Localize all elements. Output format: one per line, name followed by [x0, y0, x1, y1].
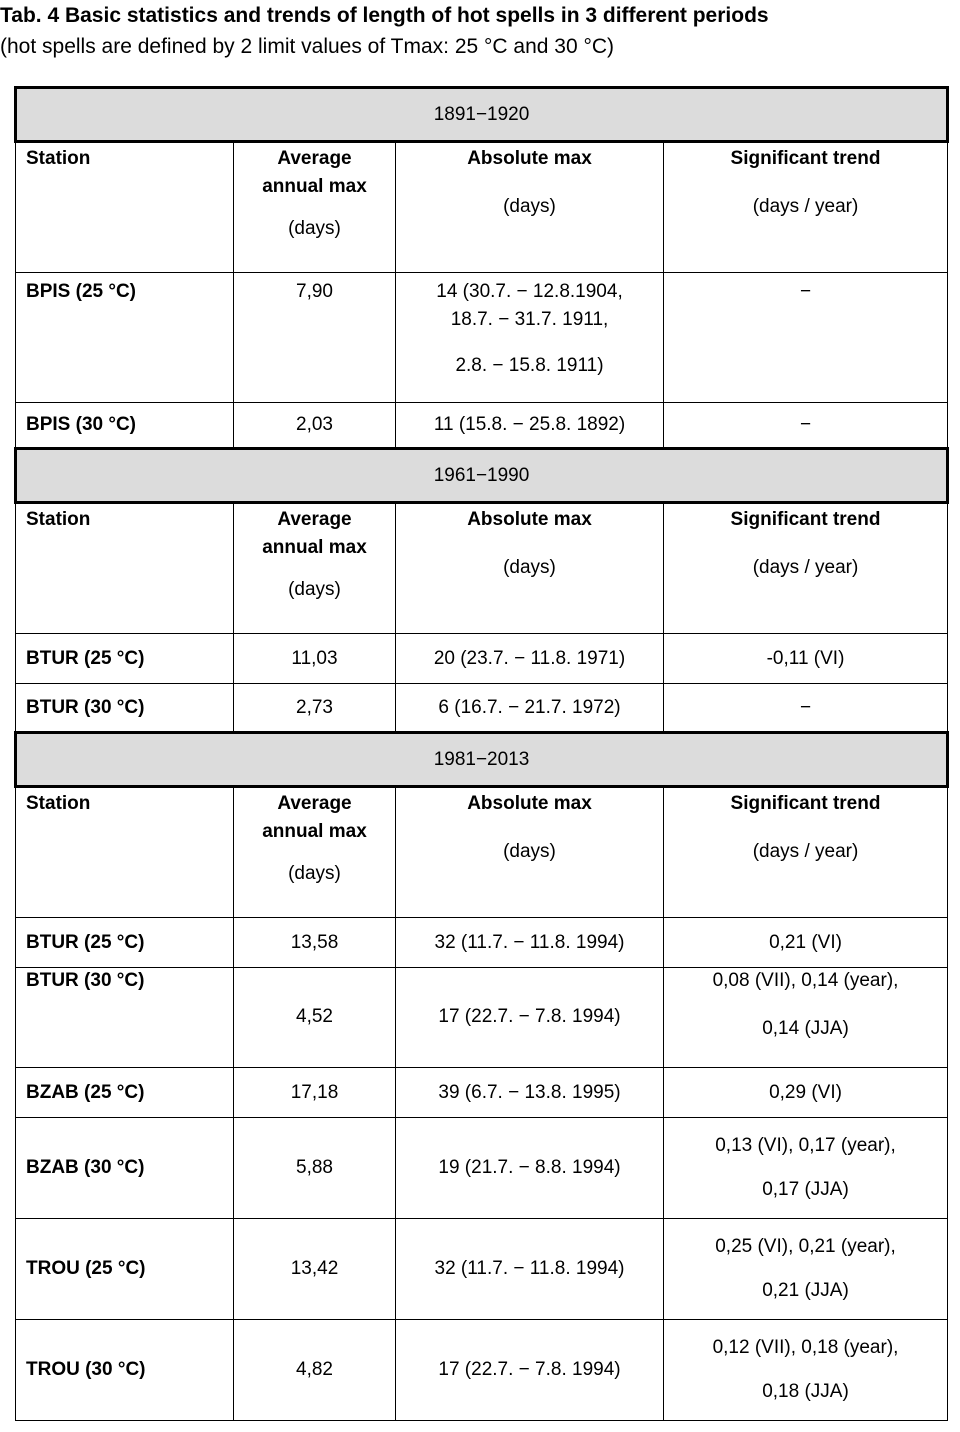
trend-value: −	[799, 414, 812, 435]
header-station-label: Station	[26, 148, 91, 169]
absolute-max-value: 17 (22.7. − 7.8. 1994)	[438, 1359, 621, 1380]
header-absolute-label: Absolute max	[467, 148, 592, 169]
absolute-max-value: 39 (6.7. − 13.8. 1995)	[438, 1081, 621, 1103]
absolute-max-value: 19 (21.7. − 8.8. 1994)	[438, 1157, 621, 1178]
average-max-value: 4,82	[296, 1359, 333, 1380]
average-max-value: 13,42	[290, 1258, 339, 1279]
caption-subtitle: (hot spells are defined by 2 limit values of Tmax: 25 °C and 30 °C)	[0, 35, 615, 58]
average-max-cell	[234, 918, 396, 968]
average-max-cell	[234, 684, 396, 733]
table-row	[16, 1118, 948, 1219]
absolute-max-value: 11 (15.8. − 25.8. 1892)	[433, 414, 626, 435]
station-cell	[16, 403, 234, 449]
station-label: BPIS (25 °C)	[26, 281, 137, 302]
table-row	[16, 1320, 948, 1421]
absolute-max-cell	[396, 634, 664, 684]
station-label: BTUR (30 °C)	[26, 970, 145, 991]
period-label: 1981−2013	[16, 733, 948, 787]
header-average-unit: (days)	[288, 863, 341, 884]
header-absolute-label: Absolute max	[467, 509, 592, 530]
average-max-value: 11,03	[291, 647, 338, 669]
header-absolute-unit: (days)	[503, 196, 556, 217]
header-trend-label: Significant trend	[730, 148, 881, 169]
trend-cell	[664, 1068, 948, 1118]
period-label: 1891−1920	[16, 88, 948, 142]
trend-cell	[664, 273, 948, 403]
trend-cell	[664, 918, 948, 968]
station-label: BPIS (30 °C)	[26, 414, 137, 435]
station-label: TROU (25 °C)	[26, 1258, 146, 1279]
trend-cell	[664, 1320, 948, 1421]
header-absolute	[396, 787, 664, 918]
absolute-max-cell	[396, 918, 664, 968]
hot-spells-table	[14, 86, 949, 1421]
table-row	[16, 918, 948, 968]
station-cell	[16, 1068, 234, 1118]
station-cell	[16, 684, 234, 733]
absolute-max-value: 20 (23.7. − 11.8. 1971)	[433, 647, 626, 669]
trend-value: 0,12 (VII), 0,18 (year),	[712, 1337, 899, 1358]
trend-value: 0,18 (JJA)	[762, 1381, 849, 1402]
table-body	[16, 88, 948, 1421]
header-row	[16, 787, 948, 918]
average-max-value: 5,88	[296, 1157, 333, 1178]
trend-cell	[664, 634, 948, 684]
trend-cell	[664, 968, 948, 1068]
trend-value: 0,29 (VI)	[769, 1081, 842, 1103]
average-max-cell	[234, 1320, 396, 1421]
average-max-cell	[234, 968, 396, 1068]
header-row	[16, 142, 948, 273]
period-row	[16, 733, 948, 787]
table-row	[16, 968, 948, 1068]
header-trend-label: Significant trend	[730, 509, 881, 530]
station-label: BTUR (30 °C)	[26, 696, 145, 718]
absolute-max-cell	[396, 968, 664, 1068]
absolute-max-cell	[396, 403, 664, 449]
station-cell	[16, 918, 234, 968]
header-absolute-unit: (days)	[503, 841, 556, 862]
absolute-max-value: 18.7. − 31.7. 1911,	[450, 309, 609, 330]
absolute-max-cell	[396, 1118, 664, 1219]
header-average-line: Average	[277, 148, 352, 169]
average-max-cell	[234, 634, 396, 684]
trend-value: 0,08 (VII), 0,14 (year),	[712, 970, 899, 991]
header-average-unit: (days)	[288, 218, 341, 239]
header-station-label: Station	[26, 793, 91, 814]
header-average	[234, 503, 396, 634]
trend-value: 0,21 (JJA)	[762, 1280, 849, 1301]
absolute-max-value: 32 (11.7. − 11.8. 1994)	[434, 1258, 625, 1279]
table-row	[16, 634, 948, 684]
header-average-line: Average	[277, 509, 352, 530]
header-station	[16, 142, 234, 273]
trend-value: −	[799, 281, 812, 302]
header-average	[234, 787, 396, 918]
station-label: TROU (30 °C)	[26, 1359, 146, 1380]
period-row	[16, 449, 948, 503]
trend-value: 0,13 (VI), 0,17 (year),	[715, 1135, 896, 1156]
header-trend	[664, 142, 948, 273]
average-max-value: 17,18	[290, 1081, 339, 1103]
trend-cell	[664, 1118, 948, 1219]
station-label: BZAB (25 °C)	[26, 1081, 145, 1103]
trend-cell	[664, 1219, 948, 1320]
table-row	[16, 403, 948, 449]
station-label: BTUR (25 °C)	[26, 931, 145, 953]
header-average-line: annual max	[262, 176, 367, 197]
header-average-line: annual max	[262, 821, 367, 842]
header-average	[234, 142, 396, 273]
station-cell	[16, 1118, 234, 1219]
trend-value: -0,11 (VI)	[766, 647, 845, 669]
absolute-max-cell	[396, 684, 664, 733]
absolute-max-cell	[396, 1219, 664, 1320]
trend-cell	[664, 684, 948, 733]
header-absolute-unit: (days)	[503, 557, 556, 578]
station-cell	[16, 273, 234, 403]
average-max-value: 13,58	[290, 931, 339, 953]
absolute-max-value: 6 (16.7. − 21.7. 1972)	[438, 696, 621, 718]
table-row	[16, 684, 948, 733]
absolute-max-value: 17 (22.7. − 7.8. 1994)	[438, 1006, 621, 1027]
period-row	[16, 88, 948, 142]
header-station-label: Station	[26, 509, 91, 530]
average-max-cell	[234, 403, 396, 449]
header-station	[16, 787, 234, 918]
station-cell	[16, 634, 234, 684]
table-row	[16, 273, 948, 403]
table-row	[16, 1068, 948, 1118]
caption-title: Tab. 4 Basic statistics and trends of length of hot spells in 3 different periods	[0, 4, 769, 27]
average-max-cell	[234, 1068, 396, 1118]
average-max-cell	[234, 1219, 396, 1320]
header-absolute-label: Absolute max	[467, 793, 592, 814]
trend-cell	[664, 403, 948, 449]
absolute-max-cell	[396, 273, 664, 403]
table-row	[16, 1219, 948, 1320]
station-label: BZAB (30 °C)	[26, 1157, 145, 1178]
average-max-value: 2,73	[296, 696, 333, 718]
average-max-cell	[234, 1118, 396, 1219]
trend-value: 0,14 (JJA)	[762, 1018, 849, 1039]
average-max-value: 7,90	[296, 281, 333, 302]
header-trend	[664, 503, 948, 634]
station-cell	[16, 968, 234, 1068]
header-trend-label: Significant trend	[730, 793, 881, 814]
absolute-max-cell	[396, 1068, 664, 1118]
header-trend-unit: (days / year)	[752, 196, 859, 217]
header-row	[16, 503, 948, 634]
header-average-line: Average	[277, 793, 352, 814]
period-label: 1961−1990	[16, 449, 948, 503]
trend-value: 0,17 (JJA)	[762, 1179, 849, 1200]
header-absolute	[396, 503, 664, 634]
average-max-value: 4,52	[296, 1006, 333, 1027]
absolute-max-value: 2.8. − 15.8. 1911)	[455, 355, 604, 376]
absolute-max-value: 32 (11.7. − 11.8. 1994)	[434, 931, 625, 953]
table-caption	[0, 0, 960, 62]
trend-value: 0,21 (VI)	[769, 931, 842, 953]
trend-value: −	[799, 696, 812, 718]
header-trend-unit: (days / year)	[752, 557, 859, 578]
absolute-max-value: 14 (30.7. − 12.8.1904,	[436, 281, 623, 302]
header-absolute	[396, 142, 664, 273]
average-max-cell	[234, 273, 396, 403]
station-label: BTUR (25 °C)	[26, 647, 145, 669]
absolute-max-cell	[396, 1320, 664, 1421]
station-cell	[16, 1320, 234, 1421]
header-station	[16, 503, 234, 634]
header-trend	[664, 787, 948, 918]
header-trend-unit: (days / year)	[752, 841, 859, 862]
trend-value: 0,25 (VI), 0,21 (year),	[715, 1236, 896, 1257]
header-average-line: annual max	[262, 537, 367, 558]
station-cell	[16, 1219, 234, 1320]
average-max-value: 2,03	[296, 414, 333, 435]
header-average-unit: (days)	[288, 579, 341, 600]
